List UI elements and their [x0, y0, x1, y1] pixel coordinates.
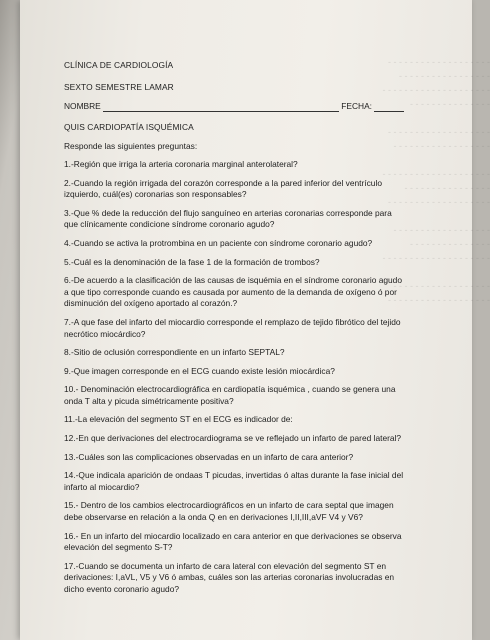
- bleed-through-text: - - - - - - - - - - - - - - - - - - - - - - - - - - - - - - - - - - - - - - - - - - - - - - - - - - - - - - - - - - - - - - - - - - - - - - - - - - - - - - - - - - - - - - - - - - - - - - - - - - - - - - - - - - - - - - - - - - - - - - - - - - - - - - - - - - - - - - - - - - - - - - - - - - - - - - - - - - - - - - - - - - - - - - - - - - - - - - - - - - - - - - - - - - - - - - - - - - - - - - - - - - - - - - - - - - - - - - - - - - - - - - - - - - - - - - - - - - - - - - - - - - - - - - - - - - - - -: [382, 57, 490, 305]
- question-list: [64, 159, 404, 596]
- date-blank[interactable]: [374, 102, 404, 112]
- question-item: 14.-Que indicala aparición de ondaas T picudas, invertidas ó altas durante la fase inicial del infarto al miocardio?: [64, 470, 404, 492]
- instructions: Responde las siguientes preguntas:: [64, 141, 198, 152]
- question-item: 8.-Sitio de oclusión correspondiente en un infarto SEPTAL?: [64, 347, 285, 358]
- question-item: 15.- Dentro de los cambios electrocardiográficos en un infarto de cara septal que imagen debe observarse en relación a la onda Q en en derivaciones I,II,III,aVF V4 y V6?: [64, 500, 394, 523]
- question-item: 7.-A que fase del infarto del miocardio corresponde el remplazo de tejido fibrótico del tejido necrótico miocárdico?: [64, 316, 401, 339]
- question-item: 16.- En un infarto del miocardio localizado en cara anterior en que derivaciones se observa elevación del segmento S-T?: [64, 530, 402, 553]
- question-item: 11.-La elevación del segmento ST en el ECG es indicador de:: [64, 414, 293, 425]
- name-blank[interactable]: [103, 102, 340, 112]
- question-item: 3.-Que % dede la reducción del flujo sanguíneo en arterias coronarias corresponde para que clínicamente condicione síndrome coronario agudo?: [64, 207, 392, 230]
- question-item: 10.- Denominación electrocardiográfica en cardiopatía isquémica , cuando se genera una onda T alta y picuda simétricamente positiva?: [64, 384, 396, 406]
- quiz-document: [64, 60, 404, 603]
- name-label: NOMBRE: [64, 101, 101, 112]
- question-item: 5.-Cuál es la denominación de la fase 1 de la formación de trombos?: [64, 256, 320, 267]
- question-item: 4.-Cuando se activa la protrombina en un paciente con síndrome coronario agudo?: [64, 237, 373, 248]
- clinic-title: CLÍNICA DE CARDIOLOGÍA: [64, 60, 174, 70]
- question-item: 9.-Que imagen corresponde en el ECG cuando existe lesión miocárdica?: [64, 365, 335, 376]
- question-item: 6.-De acuerdo a la clasificación de las causas de isquémia en el síndrome coronario agudo a que tipo corresponde cuando es causada por aumento de la demanda de oxígeno ó por disminución del oxígeno aportado al corazón.?: [64, 275, 402, 309]
- name-date-row: [64, 101, 404, 113]
- question-item: 17.-Cuando se documenta un infarto de cara lateral con elevación del segmento ST en derivaciones: I,aVL, V5 y V6 ó ambas, cuáles son las arterias coronarias involucradas en dicho evento coronario agudo?: [64, 560, 395, 594]
- semester-line: SEXTO SEMESTRE LAMAR: [64, 81, 174, 92]
- quiz-title: QUIS CARDIOPATÍA ISQUÉMICA: [64, 121, 194, 132]
- question-item: 1.-Región que irriga la arteria coronaria marginal anterolateral?: [64, 158, 298, 169]
- question-item: 13.-Cuáles son las complicaciones observadas en un infarto de cara anterior?: [64, 451, 354, 462]
- date-label: FECHA:: [341, 101, 372, 112]
- question-item: 2.-Cuando la región irrigada del corazón corresponde a la pared inferior del ventrículo izquierdo, cuál(es) coronarias son responsables?: [64, 177, 382, 200]
- question-item: 12.-En que derivaciones del electrocardiograma se ve reflejado un infarto de pared lateral?: [64, 433, 402, 444]
